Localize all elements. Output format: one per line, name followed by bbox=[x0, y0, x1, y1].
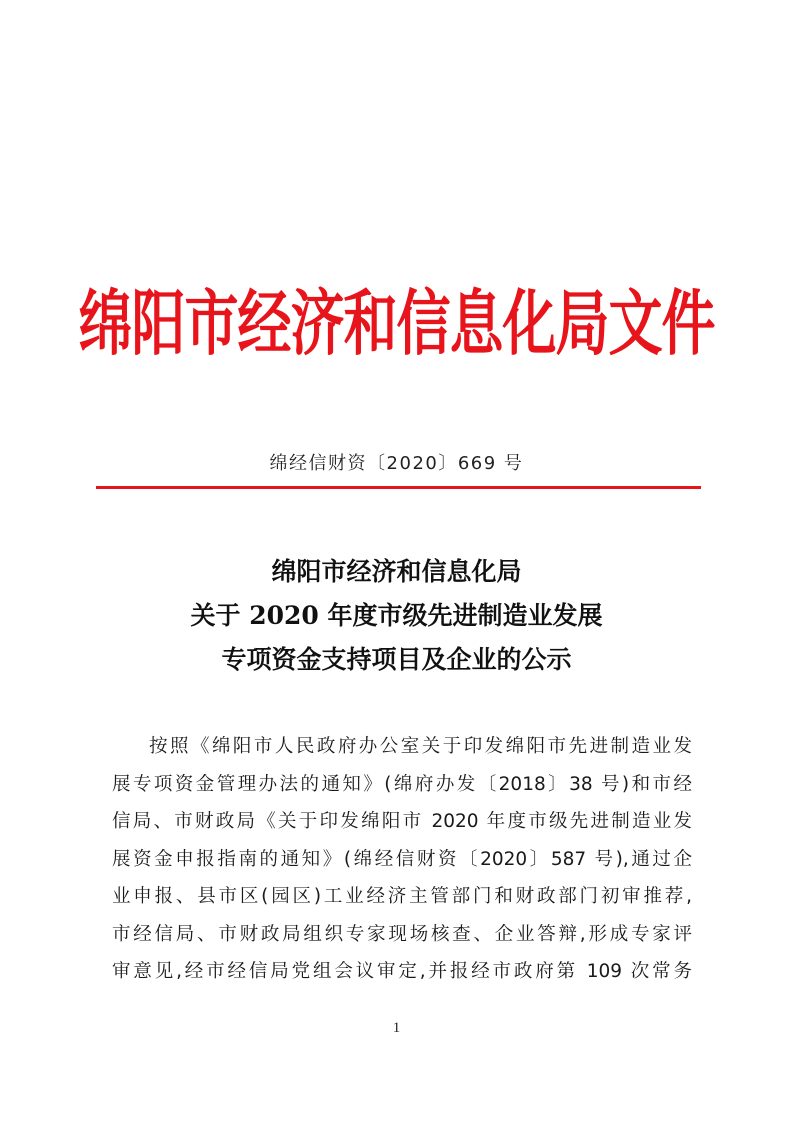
title-line-2: 关于 2020 年度市级先进制造业发展 bbox=[190, 601, 603, 630]
body-line: 按照《绵阳市人民政府办公室关于印发绵阳市先进制造业发 bbox=[149, 736, 692, 757]
body-line: 审意见,经市经信局党组会议审定,并报经市政府第 109 次常务 bbox=[112, 961, 692, 982]
body-line: 展资金申报指南的通知》(绵经信财资〔2020〕587 号),通过企 bbox=[112, 848, 692, 870]
document-number: 绵经信财资〔2020〕669 号 bbox=[269, 453, 524, 474]
masthead-title: 绵阳市经济和信息化局文件 bbox=[78, 280, 715, 366]
title-line-1: 绵阳市经济和信息化局 bbox=[271, 557, 522, 586]
title-line-3: 专项资金支持项目及企业的公示 bbox=[221, 645, 572, 674]
body-line: 信局、市财政局《关于印发绵阳市 2020 年度市级先进制造业发 bbox=[112, 811, 692, 832]
body-line: 市经信局、市财政局组织专家现场核查、企业答辩,形成专家评 bbox=[112, 923, 692, 945]
body-line: 业申报、县市区(园区)工业经济主管部门和财政部门初审推荐, bbox=[112, 886, 692, 907]
body-paragraph bbox=[112, 728, 692, 991]
page-number: 1 bbox=[392, 1020, 401, 1036]
document-title bbox=[0, 550, 793, 682]
red-divider-line bbox=[96, 486, 701, 489]
body-line: 展专项资金管理办法的通知》(绵府办发〔2018〕38 号)和市经 bbox=[112, 773, 692, 795]
